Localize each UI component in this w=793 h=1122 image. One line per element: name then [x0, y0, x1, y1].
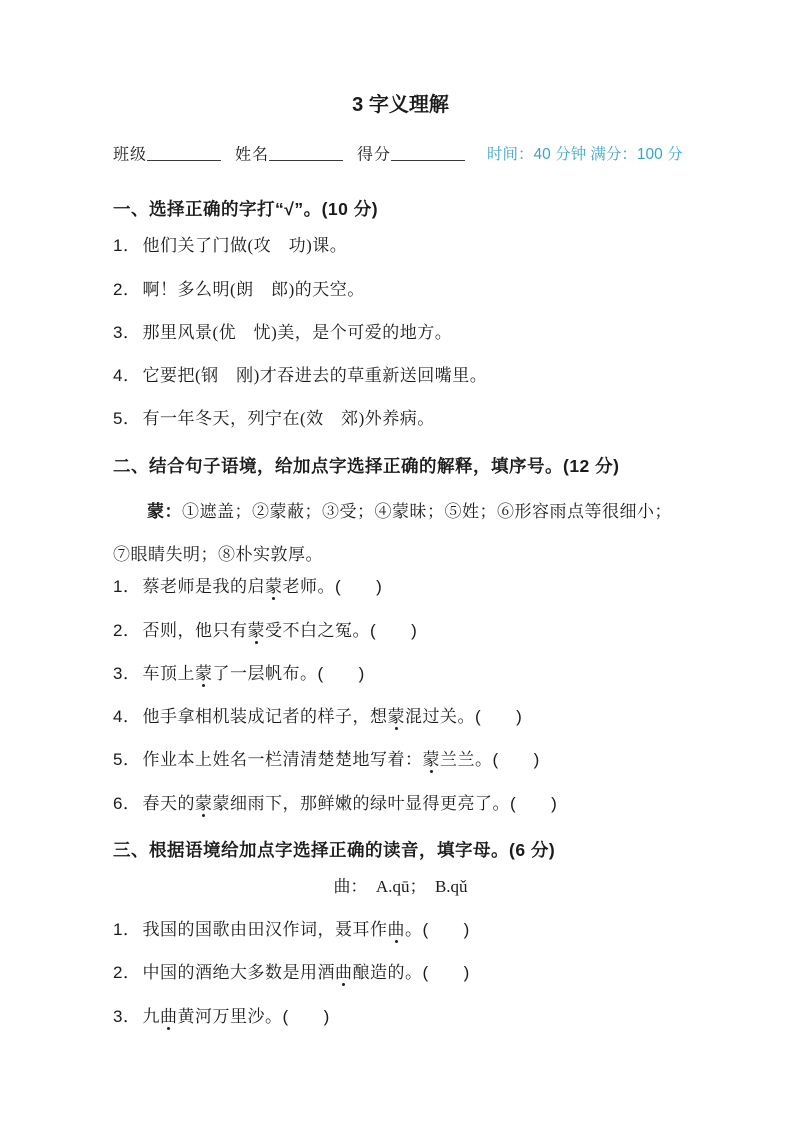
- question-number: 1．: [113, 236, 141, 256]
- text-segment: 有一年冬天，列宁在: [142, 409, 300, 429]
- section-one-heading: 一、选择正确的字打“√”。(10 分): [113, 199, 379, 220]
- question-number: 3．: [113, 663, 141, 683]
- question-text: [142, 963, 469, 982]
- page-title: 3 字义理解: [352, 94, 449, 116]
- question-number: 4．: [113, 707, 141, 727]
- question-item: [113, 576, 688, 597]
- emphasized-char: 蒙: [264, 577, 283, 597]
- question-item: [113, 962, 688, 983]
- emphasized-char: 曲: [159, 1006, 178, 1026]
- question-number: 6．: [113, 793, 141, 813]
- text-segment: 蒙：: [147, 502, 182, 522]
- name-blank: [269, 146, 343, 161]
- question-text: [142, 664, 364, 683]
- text-segment: 受不白之冤。( ): [264, 620, 418, 640]
- question-text: [142, 1007, 329, 1026]
- emphasized-char: 蒙: [194, 793, 213, 813]
- question-text: [142, 280, 364, 299]
- text-segment: 车顶上: [142, 663, 195, 683]
- text-segment: (攻 功): [247, 236, 313, 256]
- text-segment: (效 郊): [299, 409, 365, 429]
- question-item: [113, 1006, 688, 1027]
- text-segment: ①遮盖；②蒙蔽；③受；④蒙昧；⑤姓；⑥形容雨点等很细小；⑦眼睛失明；⑧朴实敦厚。: [113, 502, 672, 564]
- question-item: [113, 279, 688, 300]
- question-item: [113, 408, 688, 429]
- question-number: 3．: [113, 322, 141, 342]
- text-segment: 的天空。: [294, 279, 365, 299]
- question-item: [113, 919, 688, 940]
- text-segment: 他们关了门做: [142, 236, 248, 256]
- pronunciation-options-line: 曲： A.qū； B.qǔ: [333, 876, 468, 896]
- text-segment: 作业本上姓名一栏清清楚楚地写着：: [142, 750, 423, 770]
- text-segment: 蔡老师是我的启: [142, 577, 265, 597]
- question-number: 2．: [113, 279, 141, 299]
- question-number: 5．: [113, 750, 141, 770]
- text-segment: 啊！多么明: [142, 279, 230, 299]
- question-text: [142, 409, 434, 428]
- question-item: [113, 793, 688, 814]
- question-item: [113, 706, 688, 727]
- question-number: 4．: [113, 366, 141, 386]
- question-text: [142, 577, 382, 596]
- question-text: [142, 236, 347, 255]
- text-segment: 九: [142, 1006, 160, 1026]
- score-field: [357, 144, 465, 165]
- text-segment: 外养病。: [364, 409, 435, 429]
- emphasized-char: 曲: [334, 963, 353, 983]
- text-segment: 。( ): [404, 920, 470, 940]
- name-label: 姓名: [235, 146, 270, 164]
- text-segment: (优 忧): [212, 322, 278, 342]
- text-segment: 混过关。( ): [404, 707, 523, 727]
- name-field: [235, 144, 343, 165]
- text-segment: 那里风景: [142, 322, 213, 342]
- question-number: 2．: [113, 620, 141, 640]
- text-segment: (钢 刚): [194, 366, 260, 386]
- question-text: [142, 794, 557, 813]
- question-number: 1．: [113, 920, 141, 940]
- question-number: 2．: [113, 963, 141, 983]
- text-segment: 酿造的。( ): [352, 963, 470, 983]
- question-item: [113, 322, 688, 343]
- section-two: [113, 456, 688, 814]
- emphasized-char: 曲: [387, 920, 405, 940]
- text-segment: 他手拿相机装成记者的样子，想: [142, 707, 388, 727]
- question-number: 5．: [113, 409, 141, 429]
- text-segment: 黄河万里沙。( ): [177, 1006, 330, 1026]
- question-number: 3．: [113, 1006, 141, 1026]
- text-segment: 我国的国歌由田汉作词，聂耳作: [142, 920, 388, 940]
- text-segment: 它要把: [142, 366, 195, 386]
- definition-paragraph: [113, 491, 688, 576]
- score-label: 得分: [357, 146, 392, 164]
- class-label: 班级: [113, 146, 148, 164]
- text-segment: 了一层帆布。( ): [212, 663, 365, 683]
- question-text: [142, 750, 539, 769]
- question-item: [113, 235, 688, 256]
- text-segment: 课。: [312, 236, 348, 256]
- class-blank: [147, 146, 221, 161]
- time-limit-info: 时间：40 分钟 满分：100 分: [487, 146, 683, 164]
- text-segment: 美，是个可爱的地方。: [277, 322, 453, 342]
- section-one: [113, 199, 688, 429]
- question-text: [142, 621, 417, 640]
- text-segment: 中国的酒绝大多数是用酒: [142, 963, 335, 983]
- text-segment: 蒙细雨下，那鲜嫩的绿叶显得更亮了。( ): [212, 793, 558, 813]
- question-text: [142, 366, 487, 385]
- text-segment: 才吞进去的草重新送回嘴里。: [259, 366, 488, 386]
- question-item: [113, 663, 688, 684]
- score-blank: [391, 146, 465, 161]
- section-two-heading: 二、结合句子语境，给加点字选择正确的解释，填序号。(12 分): [113, 455, 620, 476]
- question-text: [142, 323, 452, 342]
- emphasized-char: 蒙: [422, 750, 440, 770]
- emphasized-char: 蒙: [247, 620, 265, 640]
- question-text: [142, 707, 522, 726]
- question-item: [113, 749, 688, 770]
- question-item: [113, 365, 688, 386]
- question-text: [142, 920, 469, 939]
- text-segment: 春天的: [142, 793, 195, 813]
- text-segment: 兰兰。( ): [439, 750, 540, 770]
- section-three: [113, 840, 688, 1027]
- emphasized-char: 蒙: [194, 663, 213, 683]
- question-number: 1．: [113, 577, 141, 597]
- text-segment: 否则，他只有: [142, 620, 248, 640]
- emphasized-char: 蒙: [387, 707, 405, 727]
- student-info-row: [113, 144, 688, 165]
- class-field: [113, 144, 221, 165]
- text-segment: 老师。( ): [282, 577, 383, 597]
- question-item: [113, 620, 688, 641]
- text-segment: (朗 郎): [229, 279, 295, 299]
- section-three-heading: 三、根据语境给加点字选择正确的读音，填字母。(6 分): [113, 839, 556, 860]
